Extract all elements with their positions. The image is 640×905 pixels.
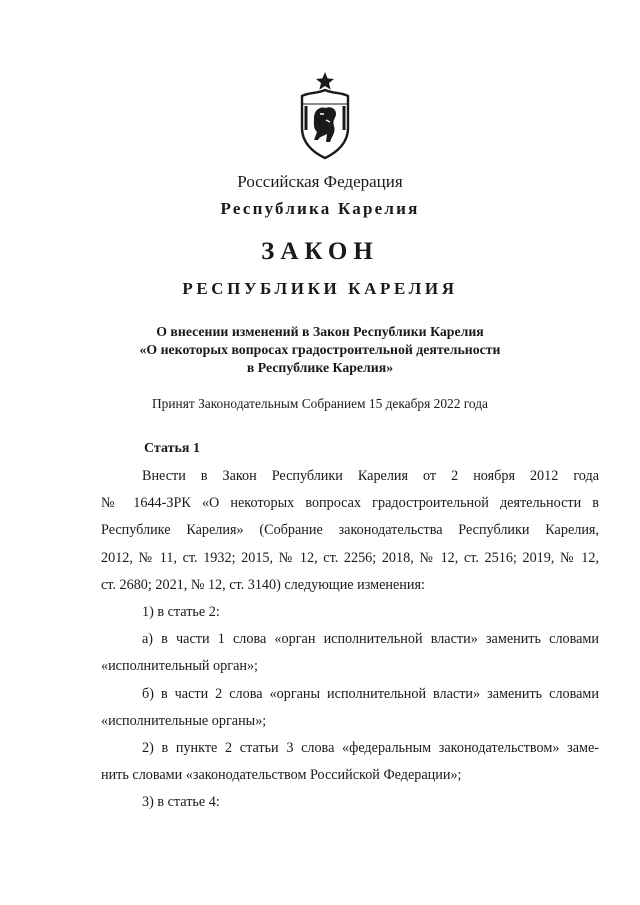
- body-line: «исполнительный орган»;: [101, 658, 258, 675]
- body-line: ст. 2680; 2021, № 12, ст. 3140) следующие изменения:: [101, 576, 425, 593]
- body-line: а) в части 1 слова «орган исполнительной власти» заменить словами: [142, 631, 599, 648]
- law-title-line: в Республике Карелия»: [246, 360, 394, 375]
- law-title-line: О внесении изменений в Закон Республики Карелия: [156, 324, 484, 339]
- body-line: 2012, № 11, ст. 1932; 2015, № 12, ст. 2256; 2018, № 12, ст. 2516; 2019, № 12,: [101, 549, 599, 566]
- body-line: № 1644-ЗРК «О некоторых вопросах градостроительной деятельности в: [101, 495, 599, 512]
- law-title: [0, 323, 640, 377]
- karelia-coat-of-arms-icon: [296, 70, 354, 162]
- adoption-note: Принят Законодательным Собранием 15 декабря 2022 года: [152, 396, 488, 411]
- body-line: Внести в Закон Республики Карелия от 2 ноября 2012 года: [142, 468, 599, 484]
- country-name: Российская Федерация: [237, 172, 403, 191]
- article-body: [101, 463, 599, 817]
- body-line: «исполнительные органы»;: [101, 712, 267, 729]
- article-heading: Статья 1: [144, 441, 200, 456]
- document-type: ЗАКОН: [261, 238, 379, 265]
- body-line: Республике Карелия» (Собрание законодательства Республики Карелия,: [101, 522, 599, 539]
- body-line: 2) в пункте 2 статьи 3 слова «федеральным законодательством» заме-: [142, 740, 599, 757]
- body-line: нить словами «законодательством Российской Федерации»;: [101, 767, 462, 784]
- body-line: 1) в статье 2:: [142, 604, 220, 621]
- document-type-subtitle: РЕСПУБЛИКИ КАРЕЛИЯ: [182, 279, 458, 298]
- body-line: 3) в статье 4:: [142, 794, 220, 811]
- law-title-line: «О некоторых вопросах градостроительной деятельности: [139, 342, 501, 357]
- republic-name: Республика Карелия: [220, 199, 420, 218]
- body-line: б) в части 2 слова «органы исполнительной власти» заменить словами: [142, 685, 599, 702]
